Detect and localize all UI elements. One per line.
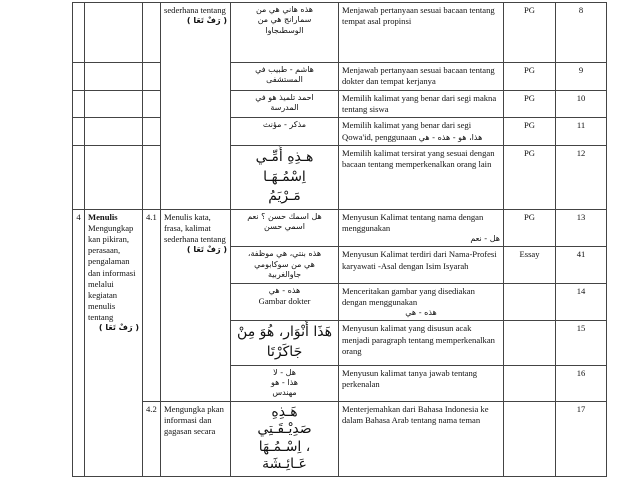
material-line: هذا - هو (271, 377, 298, 387)
desc-cell (339, 118, 504, 146)
material-cell (231, 321, 339, 365)
material-line: مهندس (272, 388, 297, 398)
desc-cell: Menjawab pertanyaan sesuai bacaan tentang tempat asal propinsi (339, 3, 504, 63)
material-line: اسمي حسن (264, 222, 305, 232)
cell-empty (73, 3, 85, 63)
material-line: مذكر - مؤنث (262, 120, 307, 130)
no-cell: 8 (556, 3, 607, 63)
cell-empty (85, 3, 143, 63)
desc-text: Menyusun Kalimat tentang nama dengan menggunakan (342, 211, 484, 233)
type-cell (504, 283, 556, 321)
cell-empty (143, 145, 161, 209)
material-line: صَدِيْـقَـتِي (257, 421, 312, 438)
material-cell (231, 365, 339, 401)
desc-line (342, 132, 500, 143)
type-cell: PG (504, 91, 556, 118)
type-cell (504, 321, 556, 365)
material-cell (231, 247, 339, 283)
indicator-cell (161, 3, 231, 210)
kisi-kisi-table (72, 2, 607, 477)
material-cell (231, 63, 339, 91)
cell-empty (85, 118, 143, 146)
material-cell (231, 209, 339, 247)
type-cell: Essay (504, 247, 556, 283)
material-line: هذه بنتي، هي موظفة، (247, 249, 322, 259)
table-row (73, 118, 607, 146)
indicator-cell: Mengungka pkan informasi dan gagasan secara (161, 401, 231, 476)
desc-arabic: هذه - هي (405, 307, 437, 317)
cell-empty (73, 145, 85, 209)
no-cell: 12 (556, 145, 607, 209)
cell-empty (85, 63, 143, 91)
competency-no: 4 (73, 209, 85, 476)
desc-cell: Menjawab pertanyaan sesuai bacaan tentang dokter dan tempat kerjanya (339, 63, 504, 91)
competency-text: Mengungkap kan pikiran, perasaan, pengalaman dan informasi melalui kegiatan menulis tentang (88, 222, 136, 323)
desc-cell: Memilih kalimat tersirat yang sesuai dengan bacaan tentang memperkenalkan orang lain (339, 145, 504, 209)
cell-empty (143, 91, 161, 118)
material-line: جاوالغربية (267, 270, 302, 280)
type-cell: PG (504, 63, 556, 91)
no-cell: 15 (556, 321, 607, 365)
material-line: هذه هاني هي من (255, 5, 314, 14)
type-cell (504, 365, 556, 401)
desc-text: Qowa'id, penggunaan (342, 131, 417, 142)
material-line: ، اِسْـمُـهَا (258, 438, 311, 455)
table-row (73, 3, 607, 63)
no-cell: 10 (556, 91, 607, 118)
material-cell (231, 3, 339, 63)
no-cell: 14 (556, 283, 607, 321)
material-line: اِسْمُـهَـا (263, 168, 306, 185)
competency-arabic: ( رَفْ تَعَا ) (98, 323, 139, 333)
material-line: هذه - هي (268, 285, 301, 295)
material-line: المستشفى (266, 75, 303, 85)
cell-empty (85, 145, 143, 209)
no-cell: 13 (556, 209, 607, 247)
material-line: هـذِهِ أُمِّـي (255, 148, 314, 165)
table-row (73, 401, 607, 476)
material-line: هَـذِهِ (271, 403, 298, 420)
material-cell (231, 401, 339, 476)
material-line: هل - لا (273, 367, 296, 377)
desc-cell: Menterjemahkan dari Bahasa Indonesia ke dalam Bahasa Arab tentang nama teman (339, 401, 504, 476)
desc-cell (339, 283, 504, 321)
table-row (73, 63, 607, 91)
sub-no: 4.2 (143, 401, 161, 476)
material-cell (231, 145, 339, 209)
desc-cell (339, 209, 504, 247)
table-row (73, 145, 607, 209)
indicator-arabic: ( رَفْ تَعَا ) (186, 16, 227, 26)
material-line: مَـرْيَمُ (268, 188, 301, 205)
cell-empty (143, 118, 161, 146)
table-row (73, 91, 607, 118)
no-cell: 41 (556, 247, 607, 283)
desc-text: Menceritakan gambar yang disediakan dengan menggunakan (342, 285, 475, 307)
cell-empty (73, 63, 85, 91)
desc-arabic: هل - نعم (470, 234, 500, 244)
competency-title: Menulis (88, 211, 118, 222)
cell-empty (143, 3, 161, 63)
cell-empty (85, 91, 143, 118)
material-cell (231, 91, 339, 118)
indicator-text: Menulis kata, frasa, kalimat sederhana tentang (164, 211, 226, 245)
type-cell: PG (504, 209, 556, 247)
type-cell: PG (504, 3, 556, 63)
material-line: هي من سوكابومي (254, 259, 315, 269)
material-cell (231, 283, 339, 321)
type-cell: PG (504, 118, 556, 146)
desc-line: Memilih kalimat yang benar dari segi (342, 120, 472, 131)
type-cell (504, 401, 556, 476)
no-cell: 9 (556, 63, 607, 91)
table-row (73, 209, 607, 247)
material-line: جَاكَرْتَا (266, 343, 303, 360)
no-cell: 11 (556, 118, 607, 146)
no-cell: 16 (556, 365, 607, 401)
material-line: المدرسة (270, 103, 299, 113)
cell-empty (73, 118, 85, 146)
cell-empty (143, 63, 161, 91)
type-cell: PG (504, 145, 556, 209)
material-line: سمارانج هي من (257, 15, 312, 25)
material-cell (231, 118, 339, 146)
indicator-arabic: ( رَفْ تَعَا ) (186, 245, 227, 255)
indicator-text: sederhana tentang (164, 5, 226, 15)
no-cell: 17 (556, 401, 607, 476)
desc-cell: Memilih kalimat yang benar dari segi makna tentang siswa (339, 91, 504, 118)
material-line: هل اسمك حسن ؟ نعم (247, 211, 322, 221)
desc-cell: Menyusun kalimat yang disusun acak menjadi paragraph tentang memperkenalkan orang (339, 321, 504, 365)
material-line: عَـائِـشَة (262, 456, 307, 473)
material-line: هَذَا أَنْوَار، هُوَ مِنْ (237, 324, 332, 341)
material-line: احمد تلميذ هو في (255, 93, 314, 102)
cell-empty (73, 91, 85, 118)
desc-cell: Menyusun kalimat tanya jawab tentang perkenalan (339, 365, 504, 401)
material-line: Gambar dokter (258, 295, 311, 306)
material-line: هاشم - طبيب في (255, 65, 314, 74)
desc-cell: Menyusun Kalimat terdiri dari Nama-Profesi karyawati -Asal dengan Isim Isyarah (339, 247, 504, 283)
desc-arabic: هذا، هو - هذه - هي (418, 132, 483, 142)
material-line: الوسطىجاوا (265, 25, 304, 35)
competency-cell (85, 209, 143, 476)
indicator-cell (161, 209, 231, 401)
sub-no: 4.1 (143, 209, 161, 401)
